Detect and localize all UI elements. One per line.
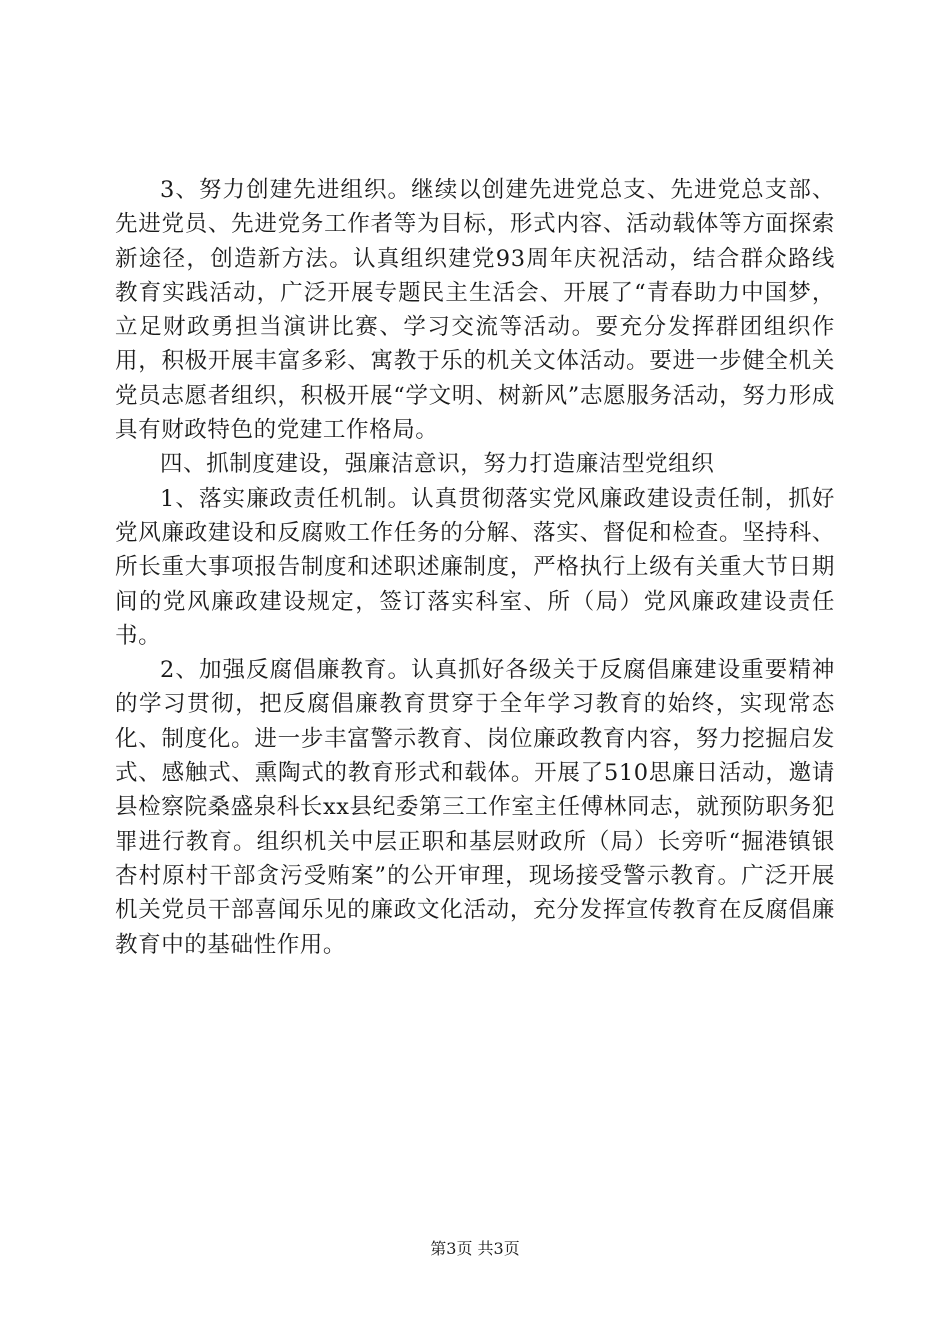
- paragraph-integrity-responsibility: 1、落实廉政责任机制。认真贯彻落实党风廉政建设责任制，抓好党风廉政建设和反腐败工作任务的分解、落实、督促和检查。坚持科、所长重大事项报告制度和述职述廉制度，严格执行上级有关重大节日期间的党风廉政建设规定，签订落实科室、所（局）党风廉政建设责任书。: [115, 485, 835, 649]
- document-body: [115, 173, 835, 962]
- paragraph-organization-building: 3、努力创建先进组织。继续以创建先进党总支、先进党总支部、先进党员、先进党务工作者等为目标，形式内容、活动载体等方面探索新途径，创造新方法。认真组织建党93周年庆祝活动，结合群众路线教育实践活动，广泛开展专题民主生活会、开展了“青春助力中国梦，立足财政勇担当演讲比赛、学习交流等活动。要充分发挥群团组织作用，积极开展丰富多彩、寓教于乐的机关文体活动。要进一步健全机关党员志愿者组织，积极开展“学文明、树新风”志愿服务活动，努力形成具有财政特色的党建工作格局。: [115, 177, 835, 444]
- section-heading-integrity: 四、抓制度建设，强廉洁意识，努力打造廉洁型党组织: [160, 451, 715, 478]
- page-number-footer: 第3页 共3页: [430, 1239, 520, 1258]
- paragraph-anticorruption-education: 2、加强反腐倡廉教育。认真抓好各级关于反腐倡廉建设重要精神的学习贯彻，把反腐倡廉教育贯穿于全年学习教育的始终，实现常态化、制度化。进一步丰富警示教育、岗位廉政教育内容，努力挖掘启发式、感触式、熏陶式的教育形式和载体。开展了510思廉日活动，邀请县检察院桑盛泉科长xx县纪委第三工作室主任傅林同志，就预防职务犯罪进行教育。组织机关中层正职和基层财政所（局）长旁听“掘港镇银杏村原村干部贪污受贿案”的公开审理，现场接受警示教育。广泛开展机关党员干部喜闻乐见的廉政文化活动，充分发挥宣传教育在反腐倡廉教育中的基础性作用。: [115, 657, 835, 958]
